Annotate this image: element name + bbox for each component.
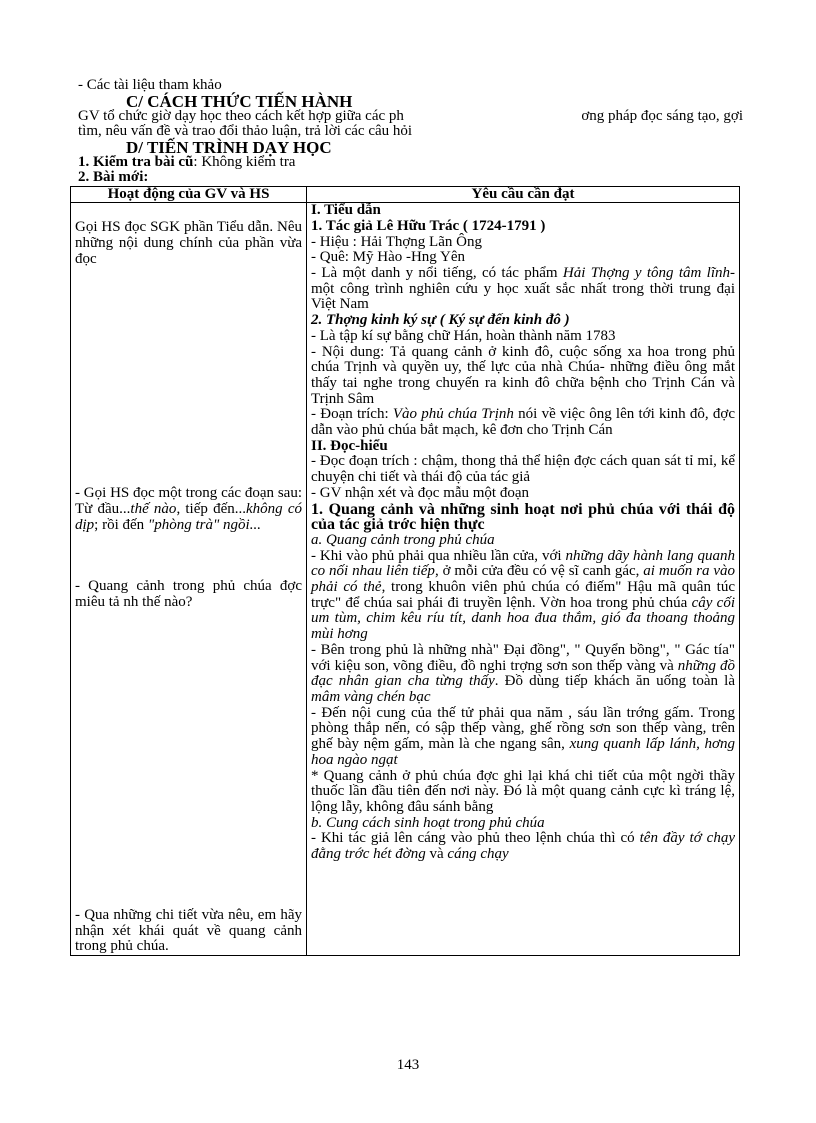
table-row xyxy=(71,203,740,956)
r3-b: Hải Thợng y tông tâm lĩnh xyxy=(562,265,730,282)
lesson-table xyxy=(70,186,740,956)
r9-a: - Khi vào phủ phải qua nhiều lần cửa, với xyxy=(311,547,566,564)
r10-c: . Đồ dùng tiếp khách ăn uống toàn là xyxy=(494,673,735,690)
r9-d: ai muốn ra vào phải có thẻ xyxy=(311,563,736,596)
activity-q3: - Quang cảnh trong phủ chúa đợc miêu tả nh thế nào? xyxy=(75,578,302,611)
author-hometown: - Quê: Mỹ Hào -Hng Yên xyxy=(311,249,465,266)
heading-c: C/ CÁCH THỨC TIẾN HÀNH xyxy=(126,91,353,111)
subsection-a: a. Quang cảnh trong phủ chúa xyxy=(311,531,495,548)
r6-a: - Đoạn trích: xyxy=(311,406,393,423)
scenery-inner-palace xyxy=(311,706,735,769)
method-line-1 xyxy=(78,109,743,125)
s12-c: ) xyxy=(560,312,570,329)
r3-c: - một công trình nghiên cứu y học xuất sắc nhất trong thời trung đại Việt Nam xyxy=(311,265,735,313)
work-content: - Nội dung: Tả quang cảnh ở kinh đô, cuộc sống xa hoa trong phủ chúa Trịnh và quyền uy, thế lực của nhà Chúa- những điều ông mắt thấy tai nghe trong chuyến ra kinh đô chữa bệnh cho Trịnh Cán và Trịnh Sâm xyxy=(311,343,735,407)
r9-f: cây cối um tùm, chim kêu ríu tít, danh hoa đua thắm, gió đa thoang thoảng mùi hơng xyxy=(311,594,735,643)
activity-q1: Gọi HS đọc SGK phần Tiểu dẫn. Nêu những nội dung chính của phần vừa đọc xyxy=(75,219,302,267)
r10-d: mâm vàng chén bạc xyxy=(311,689,431,705)
r13-d: cáng chạy xyxy=(447,846,509,863)
author-alias: - Hiệu : Hải Thợng Lãn Ông xyxy=(311,233,482,250)
r6-c: nói về việc ông lên tới kinh đô, đợc dẫn vào phủ chúa bắt mạch, kê đơn cho Trịnh Cán xyxy=(311,406,735,439)
requirement-cell xyxy=(307,203,740,956)
method-line-2: tìm, nêu vấn đề và trao đổi thảo luận, trả lời các câu hỏi xyxy=(78,123,413,139)
r9-e: , trong khuôn viên phủ chúa có điếm" Hậu mã quân túc trực" để chúa sai phái đi truyền lệnh. Vờn hoa trong phủ chúa xyxy=(311,579,736,611)
header-teacher-activity: Hoạt động của GV và HS xyxy=(71,186,307,203)
work-language: - Là tập kí sự bằng chữ Hán, hoàn thành năm 1783 xyxy=(311,327,616,344)
section-reading: II. Đọc-hiểu xyxy=(311,437,388,454)
excerpt-summary xyxy=(311,407,735,438)
header-requirements: Yêu cầu cần đạt xyxy=(307,186,740,203)
q2-text-c: , tiếp đến... xyxy=(176,501,246,518)
check-line xyxy=(78,155,743,171)
r3-a: - Là một danh y nổi tiếng, có tác phẩm xyxy=(311,265,563,282)
new-lesson-line: 2. Bài mới: xyxy=(78,169,149,185)
reading-instruction: - Đọc đoạn trích : chậm, thong thả thể hiện đợc cách quan sát tỉ mỉ, kể chuyện chi tiết và thái độ của tác giả xyxy=(311,453,735,486)
r11-b: xung quanh lấp lánh, hơng hoa ngào ngạt xyxy=(311,736,735,768)
lifestyle-entry xyxy=(311,831,735,862)
author-work xyxy=(311,266,735,313)
scenery-gates xyxy=(311,549,735,643)
activity-q2 xyxy=(75,486,302,533)
heading-d: D/ TIẾN TRÌNH DẠY HỌC xyxy=(126,137,332,157)
scenery-interior xyxy=(311,643,735,706)
r11-a: - Đến nội cung của thế tử phải qua năm , sáu lần trớng gấm. Trong phòng thắp nến, có sập thếp vàng, ghế rồng sơn son thếp vàng, trên ghế bày nệm gấm, màn là che ngang sân, xyxy=(311,704,735,753)
table-header-row xyxy=(71,186,740,203)
activity-q4: - Qua những chi tiết vừa nêu, em hãy nhận xét khái quát về quang cảnh trong phủ chúa. xyxy=(75,906,302,955)
page-number: 143 xyxy=(396,1057,420,1073)
document-page xyxy=(75,77,743,956)
teacher-reading: - GV nhận xét và đọc mẫu một đoạn xyxy=(311,484,530,501)
r10-a: - Bên trong phủ là những nhà" Đại đồng", " Quyển bồng", " Gác tía" với kiệu son, võng điều, đồ nghi trợng sơn son thếp vàng và xyxy=(311,641,735,674)
section-intro: I. Tiểu dẫn xyxy=(311,202,381,219)
check-value: : Không kiểm tra xyxy=(193,153,296,170)
q2-text-f: "phòng trà" ngồi... xyxy=(147,516,261,533)
section-work xyxy=(311,313,735,329)
activity-cell xyxy=(71,203,307,956)
q2-text-d: không có dịp xyxy=(75,501,302,533)
method-text-b: ơng pháp đọc sáng tạo, gợi xyxy=(581,107,743,124)
r13-c: và xyxy=(425,846,448,863)
r6-b: Vào phủ chúa Trịnh xyxy=(392,406,514,423)
s12-b: Ký sự đến kinh đô xyxy=(448,312,561,329)
r10-b: những đồ đạc nhân gian cha từng thấy xyxy=(311,657,735,690)
section-author: 1. Tác giả Lê Hữu Trác ( 1724-1791 ) xyxy=(311,217,546,234)
references-line: - Các tài liệu tham khảo xyxy=(78,77,222,93)
r9-b: những dãy hành lang quanh co nối nhau liên tiếp xyxy=(311,547,735,580)
section-scenery: 1. Quang cảnh và những sinh hoạt nơi phủ chúa với thái độ của tác giả trớc hiện thực xyxy=(311,500,735,534)
r9-c: , ở mỗi cửa đều có vệ sĩ canh gác, xyxy=(434,563,644,580)
r13-a: - Khi tác giả lên cáng vào phủ theo lệnh chúa thì có xyxy=(311,830,640,847)
check-label: 1. Kiểm tra bài cũ xyxy=(78,153,194,170)
q2-text-b: thế nào xyxy=(130,501,177,518)
subsection-b: b. Cung cách sinh hoạt trong phủ chúa xyxy=(311,814,545,831)
scenery-summary: * Quang cảnh ở phủ chúa đợc ghi lại khá chi tiết của một ngời thầy thuốc lần đầu tiên đến nơi này. Đó là một quang cảnh cực kì tráng lệ, lộng lẫy, không đâu sánh bằng xyxy=(311,767,735,815)
method-text-a: GV tổ chức giờ dạy học theo cách kết hợp giữa các ph xyxy=(78,107,404,124)
q2-text-e: ; rồi đến xyxy=(94,516,148,533)
s12-a: 2. Thợng kinh ký sự ( xyxy=(311,312,449,329)
r13-b: tên đầy tớ chạy đằng trớc hét đờng xyxy=(311,830,735,863)
q2-text-a: - Gọi HS đọc một trong các đoạn sau: Từ đầu... xyxy=(75,485,302,518)
